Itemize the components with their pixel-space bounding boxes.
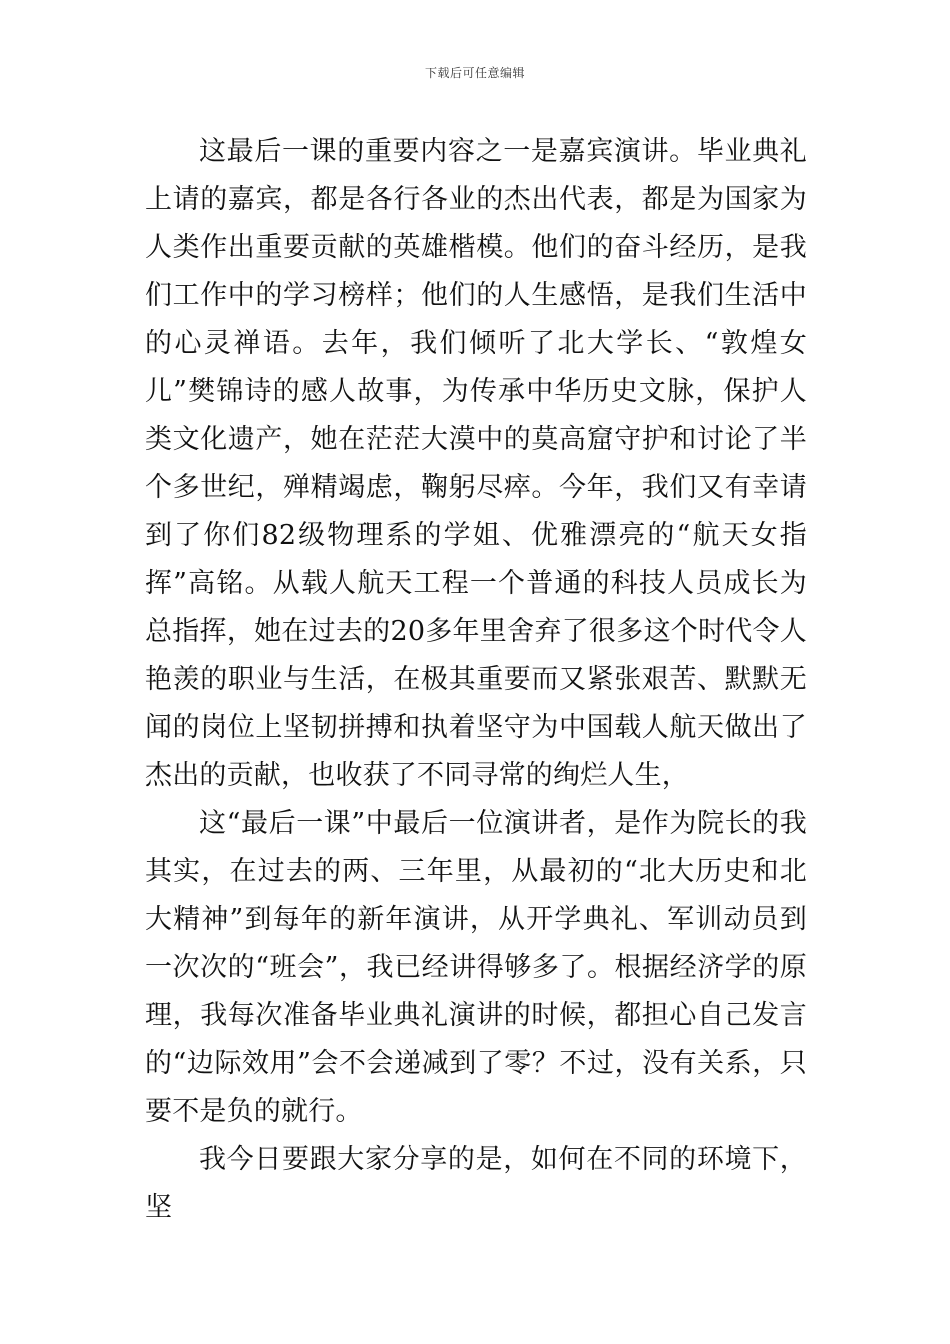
- paragraph: 我今日要跟大家分享的是，如何在不同的环境下，坚: [145, 1144, 807, 1223]
- page-header: 下载后可任意编辑: [424, 66, 525, 80]
- paragraph: 这“最后一课”中最后一位演讲者，是作为院长的我其实，在过去的两、三年里，从最初的“北大历史和北大精神”到每年的新年演讲，从开学典礼、军训动员到一次次的“班会”，我已经讲得够多了。根据经济学的原理，我每次准备毕业典礼演讲的时候，都担心自己发言的“边际效用”会不会递减到了零？不过，没有关系，只要不是负的就行。: [145, 808, 807, 1127]
- document-body: [145, 128, 807, 1232]
- paragraph: 这最后一课的重要内容之一是嘉宾演讲。毕业典礼上请的嘉宾，都是各行各业的杰出代表，都是为国家为人类作出重要贡献的英雄楷模。他们的奋斗经历，是我们工作中的学习榜样；他们的人生感悟，是我们生活中的心灵禅语。去年，我们倾听了北大学长、“敦煌女儿”樊锦诗的感人故事，为传承中华历史文脉，保护人类文化遗产，她在茫茫大漠中的莫高窟守护和讨论了半个多世纪，殚精竭虑，鞠躬尽瘁。今年，我们又有幸请到了你们82级物理系的学姐、优雅漂亮的“航天女指挥”高铭。从载人航天工程一个普通的科技人员成长为总指挥，她在过去的20多年里舍弃了很多这个时代令人艳羡的职业与生活，在极其重要而又紧张艰苦、默默无闻的岗位上坚韧拼搏和执着坚守为中国载人航天做出了杰出的贡献，也收获了不同寻常的绚烂人生，: [145, 136, 807, 791]
